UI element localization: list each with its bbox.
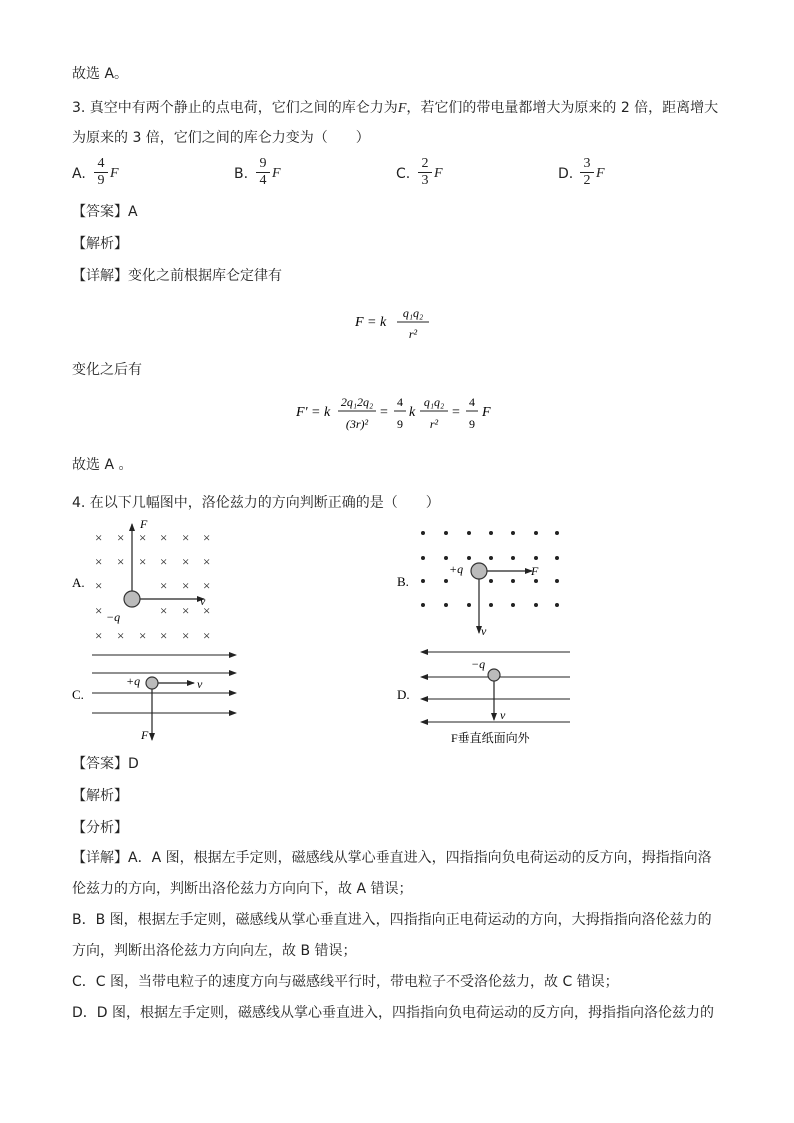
fraction: $\frac{9}{4}$ <box>256 156 270 189</box>
equals: = <box>380 405 388 420</box>
charge-ball <box>124 591 140 607</box>
field-lines-left <box>421 652 570 722</box>
field-cross: × <box>95 578 103 593</box>
conclusion-3: 故选 A 。 <box>72 457 133 473</box>
figure-a-label: A. <box>72 575 85 590</box>
field-dot <box>534 531 538 535</box>
answer-3: 【答案】A <box>72 204 138 220</box>
field-dot <box>421 531 425 535</box>
conclusion-line: 故选 A。 <box>72 66 129 82</box>
field-dot <box>555 556 559 560</box>
option-label: D. <box>558 166 574 182</box>
option-force: F <box>272 166 281 181</box>
option-force: F <box>110 166 119 181</box>
eq2-den1: (3r)² <box>345 417 369 431</box>
fraction: $\frac{2}{3}$ <box>418 156 432 189</box>
field-cross: × <box>139 554 147 569</box>
field-cross: × <box>203 628 211 643</box>
field-cross: × <box>182 530 190 545</box>
eq2-num3: q₁q₂ <box>423 395 445 409</box>
field-cross: × <box>117 554 125 569</box>
charge-label: −q <box>106 610 121 624</box>
field-cross: × <box>160 530 168 545</box>
charge-ball <box>146 677 158 689</box>
eq1-num: q₁q₂ <box>402 306 424 320</box>
equals: = <box>452 405 460 420</box>
figure-d-caption: F垂直纸面向外 <box>451 731 530 745</box>
field-cross: × <box>182 603 190 618</box>
field-cross: × <box>203 578 211 593</box>
force-label: F <box>531 564 539 578</box>
field-dot <box>555 603 559 607</box>
field-dot <box>467 556 471 560</box>
field-dot <box>444 556 448 560</box>
field-cross: × <box>160 628 168 643</box>
field-cross: × <box>203 603 211 618</box>
field-dot <box>421 556 425 560</box>
field-dot <box>421 579 425 583</box>
field-dot <box>511 603 515 607</box>
analysis-4: 【解析】 <box>72 788 128 804</box>
eq1-den: r² <box>408 327 418 341</box>
field-cross: × <box>182 628 190 643</box>
velocity-label: v <box>500 708 506 722</box>
option-label: C. <box>396 166 411 182</box>
field-cross: × <box>160 603 168 618</box>
field-dot <box>489 556 493 560</box>
field-dot <box>534 579 538 583</box>
field-dot <box>467 603 471 607</box>
option-force: F <box>596 166 605 181</box>
eq2-den2: 9 <box>397 417 403 431</box>
detail-4-line-4: 方向，判断出洛伦兹力方向向左，故 B 错误； <box>72 943 357 959</box>
field-dot <box>444 579 448 583</box>
field-dot <box>555 531 559 535</box>
figure-c[interactable] <box>72 655 236 742</box>
field-dot <box>534 603 538 607</box>
fenxi-4: 【分析】 <box>72 820 128 836</box>
field-cross: × <box>95 530 103 545</box>
lorentz-figures <box>60 515 620 750</box>
detail-4-line-3: B．B 图，根据左手定则，磁感线从掌心垂直进入，四指指向正电荷运动的方向，大拇指指向洛伦兹力的 <box>72 912 712 928</box>
q3-text-b: ，若它们的带电量都增大为原来的 2 倍，距离增大 <box>406 100 719 116</box>
field-dot <box>489 579 493 583</box>
eq2-den4: 9 <box>469 417 475 431</box>
field-dot <box>444 531 448 535</box>
velocity-label: v <box>200 594 206 608</box>
field-cross: × <box>139 628 147 643</box>
eq2-num1: 2q₁2q₂ <box>340 395 374 409</box>
charge-label: +q <box>126 674 141 688</box>
equation-coulomb <box>355 302 455 346</box>
detail-4-line-2: 伦兹力的方向，判断出洛伦兹力方向向下，故 A 错误； <box>72 881 413 897</box>
charge-ball <box>488 669 500 681</box>
field-dot <box>467 531 471 535</box>
analysis-3: 【解析】 <box>72 236 128 252</box>
field-cross: × <box>139 530 147 545</box>
eq2-den3: r² <box>429 417 439 431</box>
eq2-num2: 4 <box>397 395 403 409</box>
field-dot <box>511 531 515 535</box>
field-cross: × <box>203 530 211 545</box>
q3-text-a: 3. 真空中有两个静止的点电荷，它们之间的库仑力为 <box>72 100 398 116</box>
magnetic-field-into-page <box>95 530 210 643</box>
figure-b[interactable] <box>397 531 559 638</box>
field-cross: × <box>182 554 190 569</box>
after-change: 变化之后有 <box>72 362 142 378</box>
answer-4: 【答案】D <box>72 756 139 772</box>
field-cross: × <box>160 578 168 593</box>
charge-label: +q <box>449 562 464 576</box>
q3-force-symbol: F <box>397 101 407 116</box>
field-dot <box>489 603 493 607</box>
question-4: 4. 在以下几幅图中，洛伦兹力的方向判断正确的是（ ） <box>72 495 440 511</box>
question-3-line-1 <box>72 98 718 119</box>
eq1-lhs: F = k <box>355 315 387 330</box>
field-cross: × <box>95 603 103 618</box>
eq2-num4: 4 <box>469 395 475 409</box>
field-cross: × <box>117 530 125 545</box>
field-cross: × <box>117 628 125 643</box>
eq2-k: k <box>409 405 416 420</box>
field-dot <box>489 531 493 535</box>
detail-3: 【详解】变化之前根据库仑定律有 <box>72 268 282 284</box>
velocity-label: v <box>197 677 203 691</box>
velocity-label: v <box>481 624 487 638</box>
figure-a[interactable] <box>72 517 210 643</box>
field-cross: × <box>203 554 211 569</box>
eq2-f: F <box>482 405 491 420</box>
field-dot <box>555 579 559 583</box>
field-dot <box>444 603 448 607</box>
field-dot <box>421 603 425 607</box>
fraction: $\frac{3}{2}$ <box>580 156 594 189</box>
equation-after <box>296 390 516 438</box>
fraction: $\frac{4}{9}$ <box>94 156 108 189</box>
field-cross: × <box>95 554 103 569</box>
force-label: F <box>140 517 148 531</box>
detail-4-line-1: 【详解】A．A 图，根据左手定则，磁感线从掌心垂直进入，四指指向负电荷运动的反方向，拇指指向洛 <box>72 850 712 866</box>
field-dot <box>534 556 538 560</box>
field-lines-right <box>92 655 236 713</box>
figure-d[interactable] <box>397 652 570 745</box>
option-label: B. <box>234 166 249 182</box>
option-force: F <box>434 166 443 181</box>
charge-ball <box>471 563 487 579</box>
figure-c-label: C. <box>72 687 84 702</box>
field-cross: × <box>160 554 168 569</box>
question-3-line-2: 为原来的 3 倍，它们之间的库仑力变为（ ） <box>72 130 370 146</box>
field-dot <box>511 556 515 560</box>
charge-label: −q <box>471 657 486 671</box>
field-dot <box>511 579 515 583</box>
detail-4-line-6: D．D 图，根据左手定则，磁感线从掌心垂直进入，四指指向负电荷运动的反方向，拇指指向洛伦兹力的 <box>72 1005 715 1021</box>
detail-4-line-5: C．C 图，当带电粒子的速度方向与磁感线平行时，带电粒子不受洛伦兹力，故 C 错误； <box>72 974 619 990</box>
figure-b-label: B. <box>397 574 409 589</box>
eq2-lhs: F' = k <box>296 405 331 420</box>
force-label: F <box>141 728 149 742</box>
field-cross: × <box>95 628 103 643</box>
option-label: A. <box>72 166 86 182</box>
figure-d-label: D. <box>397 687 410 702</box>
field-cross: × <box>182 578 190 593</box>
